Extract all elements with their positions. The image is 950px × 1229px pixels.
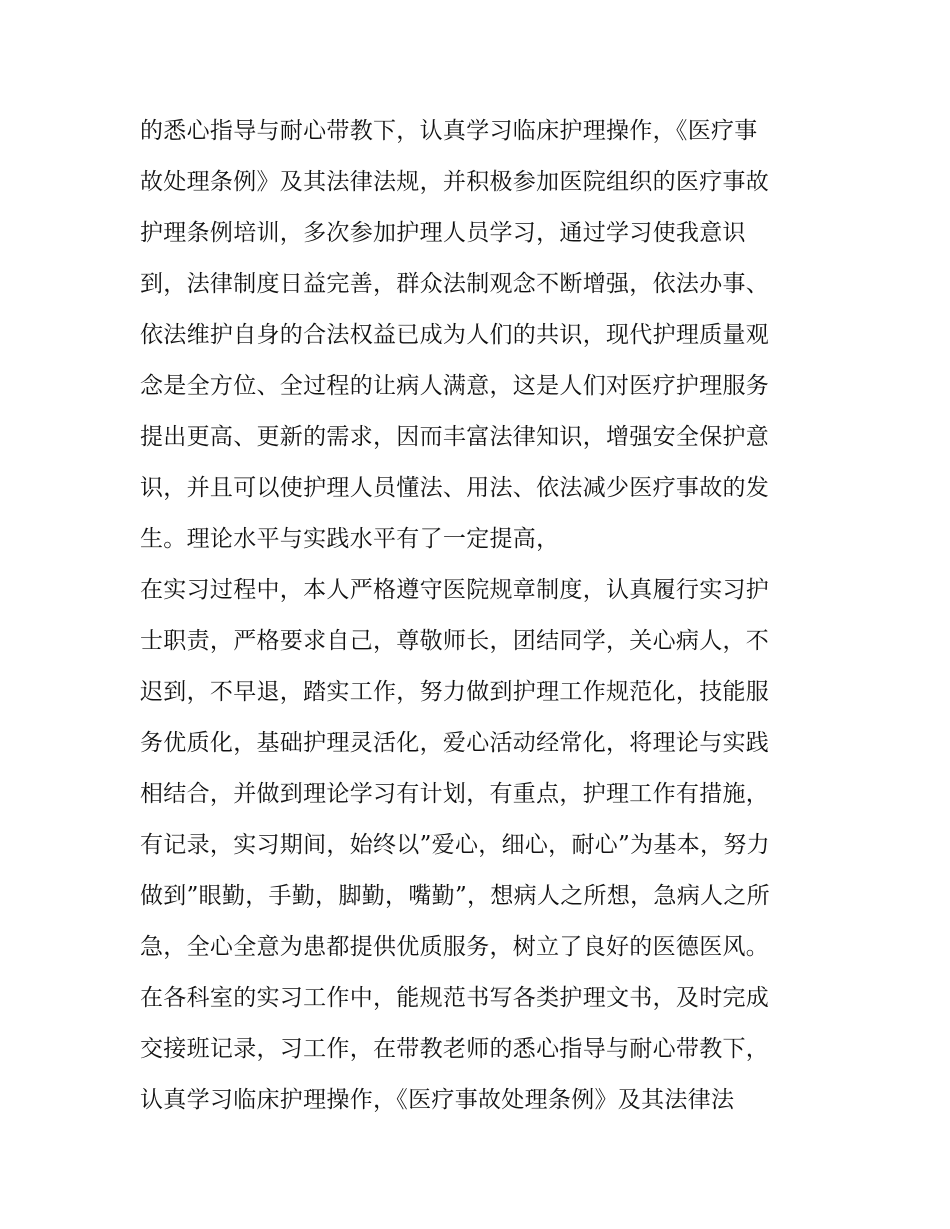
document-body	[140, 106, 820, 1126]
text-line: 在实习过程中，本人严格遵守医院规章制度，认真履行实习护	[140, 577, 770, 603]
text-line: 念是全方位、全过程的让病人满意，这是人们对医疗护理服务	[140, 373, 770, 399]
text-line: 士职责，严格要求自己，尊敬师长，团结同学，关心病人，不	[140, 628, 770, 654]
text-line: 故处理条例》及其法律法规，并积极参加医院组织的医疗事故	[140, 169, 770, 195]
text-line: 在各科室的实习工作中，能规范书写各类护理文书，及时完成	[140, 985, 770, 1011]
text-line: 迟到，不早退，踏实工作，努力做到护理工作规范化，技能服	[140, 679, 770, 705]
text-line: 识，并且可以使护理人员懂法、用法、依法减少医疗事故的发	[140, 475, 770, 501]
text-line: 的悉心指导与耐心带教下，认真学习临床护理操作，《医疗事	[140, 118, 758, 144]
text-line: 急，全心全意为患都提供优质服务，树立了良好的医德医风。	[140, 934, 770, 960]
text-line: 交接班记录，习工作，在带教老师的悉心指导与耐心带教下，	[140, 1036, 770, 1062]
text-line: 护理条例培训，多次参加护理人员学习，通过学习使我意识	[140, 220, 746, 246]
text-line: 到，法律制度日益完善，群众法制观念不断增强，依法办事、	[140, 271, 770, 297]
text-line: 有记录，实习期间，始终以”爱心，细心，耐心”为基本，努力	[140, 832, 770, 858]
text-line: 提出更高、更新的需求，因而丰富法律知识，增强安全保护意	[140, 424, 770, 450]
text-line: 做到”眼勤，手勤，脚勤，嘴勤”，想病人之所想，急病人之所	[140, 883, 770, 909]
text-line: 务优质化，基础护理灵活化，爱心活动经常化，将理论与实践	[140, 730, 770, 756]
text-line: 依法维护自身的合法权益已成为人们的共识，现代护理质量观	[140, 322, 770, 348]
text-line: 相结合，并做到理论学习有计划，有重点，护理工作有措施，	[140, 781, 770, 807]
text-line: 认真学习临床护理操作，《医疗事故处理条例》及其法律法	[140, 1087, 735, 1113]
text-line: 生。理论水平与实践水平有了一定提高，	[140, 526, 560, 552]
